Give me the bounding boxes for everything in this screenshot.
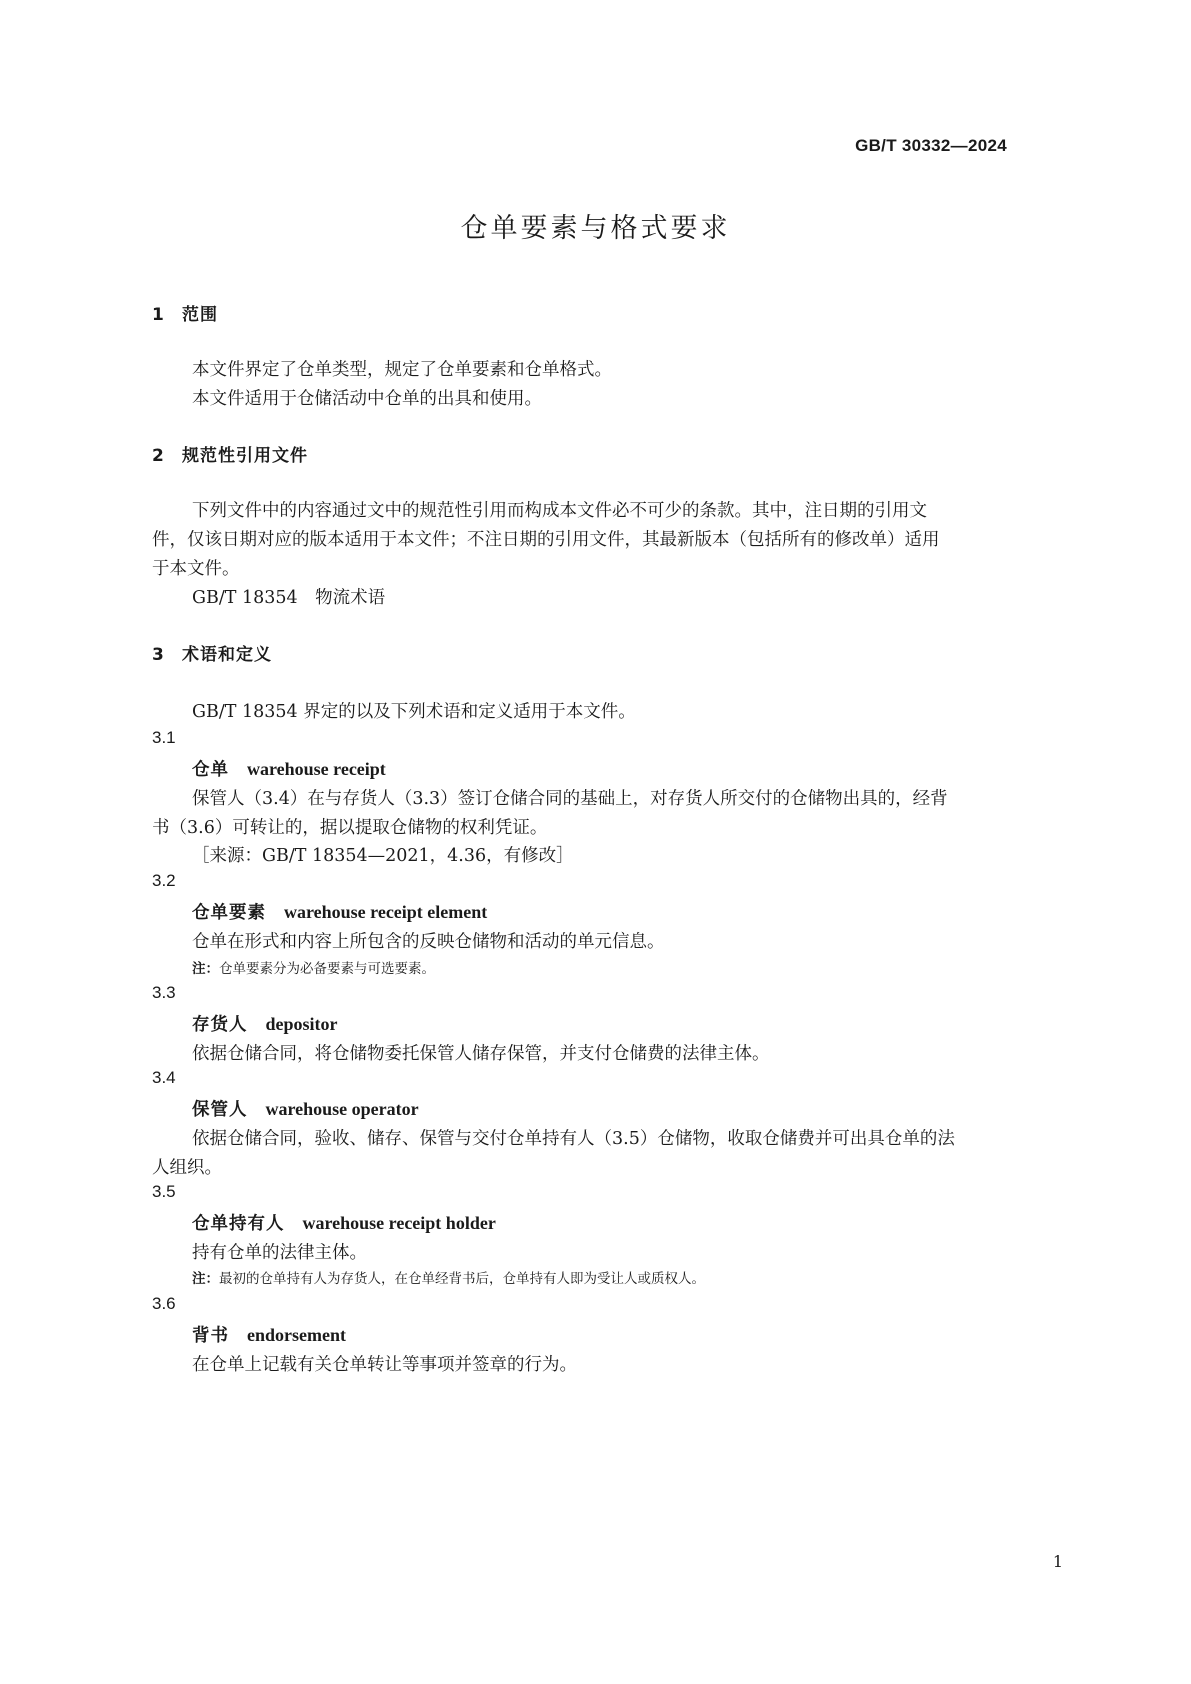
term-number: 3.1 [152,728,176,747]
term-number: 3.5 [152,1182,176,1201]
paragraph-line: 下列文件中的内容通过文中的规范性引用而构成本文件必不可少的条款。其中，注日期的引用文 [192,501,927,521]
section-title: 术语和定义 [182,645,272,665]
section-1-heading [152,300,218,325]
term-zh: 仓单 [192,760,229,780]
section-2-heading [152,441,308,466]
note-label: 注： [192,1271,219,1287]
definition-line: 在仓单上记载有关仓单转让等事项并签章的行为。 [192,1355,577,1375]
note-text: 仓单要素分为必备要素与可选要素。 [219,961,435,977]
paragraph-line: 于本文件。 [152,559,240,579]
term-zh: 仓单要素 [192,903,266,923]
note [192,957,435,977]
section-number: 2 [152,446,165,466]
term-number: 3.2 [152,871,176,890]
section-number: 3 [152,645,165,665]
term-heading [192,756,386,781]
paragraph: 本文件适用于仓储活动中仓单的出具和使用。 [192,389,542,409]
term-en: endorsement [247,1325,346,1345]
term-heading [192,1322,346,1347]
note-label: 注： [192,961,219,977]
section-number: 1 [152,305,165,325]
normative-reference: GB/T 18354 物流术语 [192,588,386,608]
term-heading [192,899,487,924]
term-heading [192,1011,338,1036]
term-heading [192,1210,496,1235]
term-number: 3.6 [152,1294,176,1313]
term-number: 3.3 [152,983,176,1002]
paragraph: 本文件界定了仓单类型，规定了仓单要素和仓单格式。 [192,360,612,380]
note [192,1267,705,1287]
term-en: warehouse receipt element [284,902,488,922]
definition-line: 依据仓储合同，将仓储物委托保管人储存保管，并支付仓储费的法律主体。 [192,1044,770,1064]
page-number: 1 [1052,1552,1063,1571]
term-number: 3.4 [152,1068,176,1087]
term-zh: 仓单持有人 [192,1214,285,1234]
note-text: 最初的仓单持有人为存货人，在仓单经背书后，仓单持有人即为受让人或质权人。 [219,1271,705,1287]
source-reference: ［来源：GB/T 18354—2021，4.36，有修改］ [192,846,574,866]
definition-line: 书（3.6）可转让的，据以提取仓储物的权利凭证。 [152,818,548,838]
definition-line: 保管人（3.4）在与存货人（3.3）签订仓储合同的基础上，对存货人所交付的仓储物出具的，经背 [192,789,948,809]
document-title: 仓单要素与格式要求 [460,213,731,244]
section-3-heading [152,640,272,665]
term-en: warehouse receipt holder [302,1213,496,1233]
definition-line: 仓单在形式和内容上所包含的反映仓储物和活动的单元信息。 [192,932,665,952]
section-title: 范围 [182,305,218,325]
definition-line: 人组织。 [152,1158,222,1178]
term-en: warehouse receipt [247,759,386,779]
section-title: 规范性引用文件 [182,446,308,466]
term-zh: 保管人 [192,1100,248,1120]
term-zh: 存货人 [192,1015,248,1035]
standard-number: GB/T 30332—2024 [855,136,1007,155]
definition-line: 持有仓单的法律主体。 [192,1243,367,1263]
section-intro: GB/T 18354 界定的以及下列术语和定义适用于本文件。 [192,702,636,722]
term-heading [192,1096,419,1121]
term-en: depositor [265,1014,338,1034]
term-zh: 背书 [192,1326,229,1346]
definition-line: 依据仓储合同，验收、储存、保管与交付仓单持有人（3.5）仓储物，收取仓储费并可出具仓单的法 [192,1129,955,1149]
term-en: warehouse operator [265,1099,419,1119]
paragraph-line: 件，仅该日期对应的版本适用于本文件；不注日期的引用文件，其最新版本（包括所有的修改单）适用 [152,530,940,550]
